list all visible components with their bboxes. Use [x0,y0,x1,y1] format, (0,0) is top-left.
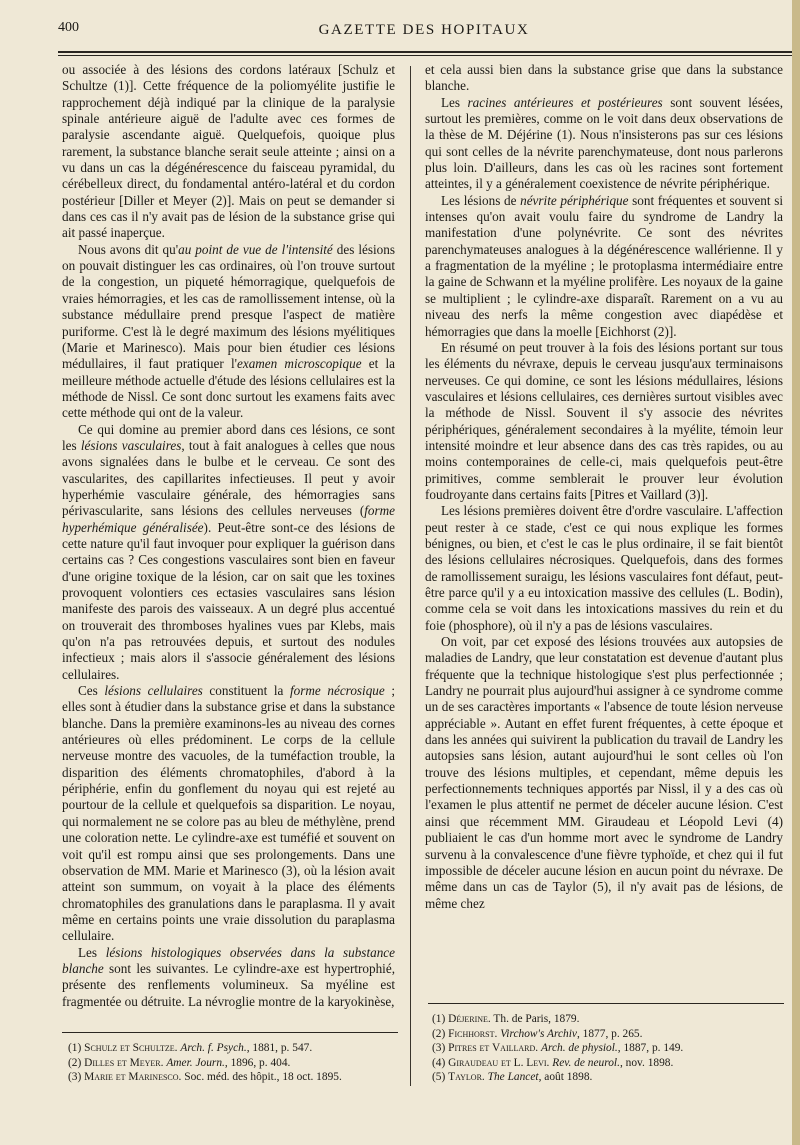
left-column [62,62,395,1010]
paragraph: ou associée à des lésions des cordons latéraux [Schulz et Schultze (1)]. Cette fréquence de la poliomyélite justifie le rapprochement déjà indiqué par la clinique de la paralysie spinale antérieure aiguë de l'adulte avec ces formes de paralysie ascendante aiguë. Quelquefois, quoique plus rarement, la substance blanche serait seule atteinte ; ainsi on a vu dans un cas la dégénérescence du faisceau pyramidal, du cérébelleux direct, du fondamental antéro-latéral et du cordon postérieur [Diller et Meyer (2)]. Mais on peut se demander si dans ces cas il n'y avait pas de lésion de la substance grise qui ait passé inaperçue. [62,62,395,241]
paragraph: Les lésions histologiques observées dans la substance blanche sont les suivantes. Le cylindre-axe est hypertrophié, présente des renflements volumineux. Sa myéline est fragmentée ou détruite. La névroglie montre de la karyokinèse, [62,944,395,1009]
running-title: GAZETTE DES HOPITAUX [318,22,530,38]
paragraph: Ce qui domine au premier abord dans ces lésions, ce sont les lésions vasculaires, tout à fait analogues à celles que nous avons signalées dans le bulbe et le cerveau. Ce sont des vascularites, des capillarites infectieuses. Il peut y avoir hyperhémie vasculaire générale, des hémorragies sans périvascularite, sans lésions des cellules nerveuses (forme hyperhémique généralisée). Peut-être sont-ce des lésions de cette nature qu'il faut invoquer pour expliquer la guérison dans certains cas ? Ces congestions vasculaires sont bien en faveur d'une origine toxique de la lésion, car on sait que les toxines provoquent volontiers ces ectasies vasculaires sans lésion manifeste des parois des vaisseaux. A un degré plus accentué on trouverait des thromboses hyalines vues par Klebs, mais qu'on n'a pas retrouvées depuis, et surtout des nodules infectieux ; mais alors il s'associe généralement des lésions cellulaires. [62,421,396,682]
footnote: (4) Giraudeau et L. Levi. Rev. de neurol., nov. 1898. [432,1056,674,1069]
header-rule-thin [58,55,793,56]
paragraph: Les lésions de névrite périphérique sont fréquentes et souvent si intenses qu'on avait voulu faire du syndrome de Landry la manifestation d'une polynévrite. Ce sont des névrites parenchymateuses analogues à la dégénérescence wallérienne. Il y a fragmentation de la myéline ; le protoplasma intermédiaire entre la gaine de Schwann et la myéline prolifère. Les noyaux de la gaine se multiplient ; le cylindre-axe disparaît. Rarement on a vu au niveau des nerfs la même congestion avec diapédèse et hémorragies que dans la moelle [Eichhorst (2)]. [425,192,783,339]
header-rule [58,51,793,53]
page-edge [792,0,800,1145]
page-header [58,18,790,48]
footnote-rule [428,1003,784,1004]
footnote: (5) Taylor. The Lancet, août 1898. [432,1071,593,1084]
page-number: 400 [58,20,79,35]
footnote: (1) Schulz et Schultze. Arch. f. Psych., 1881, p. 547. [68,1042,313,1054]
paragraph: Les racines antérieures et postérieures sont souvent lésées, surtout les premières, comme on le voit dans deux observations de la thèse de M. Déjérine (1). Nous n'insisterons pas sur ces lésions qui sont celles de la névrite parenchymateuse, dont nous parlerons plus loin. D'ailleurs, dans les cas où les racines sont fortement atteintes, il y a généralement coexistence de névrite périphérique. [425,94,783,192]
footnote: (2) Fichhorst. Virchow's Archiv, 1877, p. 265. [432,1027,643,1040]
right-column [425,62,783,912]
footnote: (1) Déjerine. Th. de Paris, 1879. [432,1013,580,1025]
footnote: (3) Pitres et Vaillard. Arch. de physiol., 1887, p. 149. [432,1042,684,1055]
paragraph: Ces lésions cellulaires constituent la forme nécrosique ; elles sont à étudier dans la substance grise et dans la substance blanche. Dans la première examinons-les au niveau des cornes antérieures où elles prédominent. Le corps de la cellule nerveuse montre des vacuoles, de la tuméfaction trouble, la disparition des éléments chromatophiles, d'abord à la périphérie, enfin du gonflement du noyau qui est rejeté au pourtour de la cellule et quelquefois sa disparition. Le noyau, qui normalement ne se colore pas au bleu de méthylène, prend une coloration nette. Le cylindre-axe est tuméfié et souvent on voit qu'il est rompu ainsi que ses prolongements. Dans une observation de MM. Marie et Marinesco (3), où la lésion avait atteint son summum, on voyait à la place des éléments chromatophiles des granulations dans le paraplasma. Il y avait même en certains points une vraie dissolution du paraplasma cellulaire. [62,683,396,944]
column-divider [410,66,411,1086]
paragraph: et cela aussi bien dans la substance grise que dans la substance blanche. [425,62,783,94]
paragraph: En résumé on peut trouver à la fois des lésions portant sur tous les éléments du névraxe, depuis le cerveau jusqu'aux terminaisons nerveuses. Ce qui domine, ce sont les lésions médullaires, lésions vasculaires et lésions cellulaires, ces dernières surtout visibles avec la méthode de Nissl. Souvent il s'y associe des névrites périphériques, généralement secondaires à la myélite, témoin leur intensité moindre et leur absence dans des cas très rapides, ou au moins contemporaines de celle-ci, mais quelquefois peut-être primitives, comme semblerait le prouver leur évolution foudroyante dans certains faits [Pitres et Vaillard (3)]. [425,339,783,502]
footnotes-left [68,1041,398,1085]
footnote-rule [62,1032,398,1033]
footnote: (3) Marie et Marinesco. Soc. méd. des hôpit., 18 oct. 1895. [68,1071,342,1084]
paragraph: On voit, par cet exposé des lésions trouvées aux autopsies de maladies de Landry, que leur constatation est devenue d'autant plus fréquente que la technique histologique s'est plus perfectionnée ; Landry ne pourrait plus aujourd'hui assigner à ce syndrome comme un de ses caractères importants « l'absence de toute lésion nerveuse appréciable ». Autant en effet furent fréquentes, à cette époque et dans les années qui suivirent la publication du travail de Landry les autopsies sans lésion, autant aujourd'hui le sont celles où l'on trouve des lésions multiples, et cependant, même depuis les perfectionnements techniques apportés par Nissl, il y a des cas où l'examen le plus attentif ne permet de déceler aucune lésion. C'est ainsi que récemment MM. Giraudeau et Léopold Levi (4) publiaient le cas d'un homme mort avec le syndrome de Landry survenu à la convalescence d'une fièvre typhoïde, et chez qui il fut impossible de déceler aucune lésion en aucun point du névraxe. De même dans un cas de Taylor (5), il n'y avait pas de lésions, de même chez [425,634,783,911]
paragraph: Les lésions premières doivent être d'ordre vasculaire. L'affection peut rester à ce stade, c'est ce qui nous explique les formes bénignes, ou bien, et c'est le cas le plus ordinaire, il se fait bientôt des lésions cellulaires nécrosiques. Quelquefois, dans des formes de ramollissement suraigu, les lésions vasculaires font défaut, peut-être parce qu'il y a eu intoxication massive des cellules (L. Bodin), comme cela se voit dans les intoxications massives du rein et du foie (phosphore), où il n'y a pas de lésions vasculaires. [425,503,783,633]
footnote: (2) Dilles et Meyer. Amer. Journ., 1896, p. 404. [68,1056,291,1069]
paragraph: Nous avons dit qu'au point de vue de l'intensité des lésions on pouvait distinguer les cas ordinaires, où l'on trouve surtout de la congestion, un piqueté hémorragique, quelquefois de vraies hémorragies, et les cas de ramollissement intense, où la substance médullaire prend presque l'aspect de matière puriforme. C'est là le degré maximum des lésions myélitiques (Marie et Marinesco). Mais pour bien étudier ces lésions médullaires, il faut pratiquer l'examen microscopique et la meilleure méthode actuelle d'étude des lésions cellulaires est la méthode de Nissl. Ce sont donc surtout les examens faits avec cette méthode qui ont de la valeur. [62,241,395,421]
footnotes-right [432,1012,782,1085]
